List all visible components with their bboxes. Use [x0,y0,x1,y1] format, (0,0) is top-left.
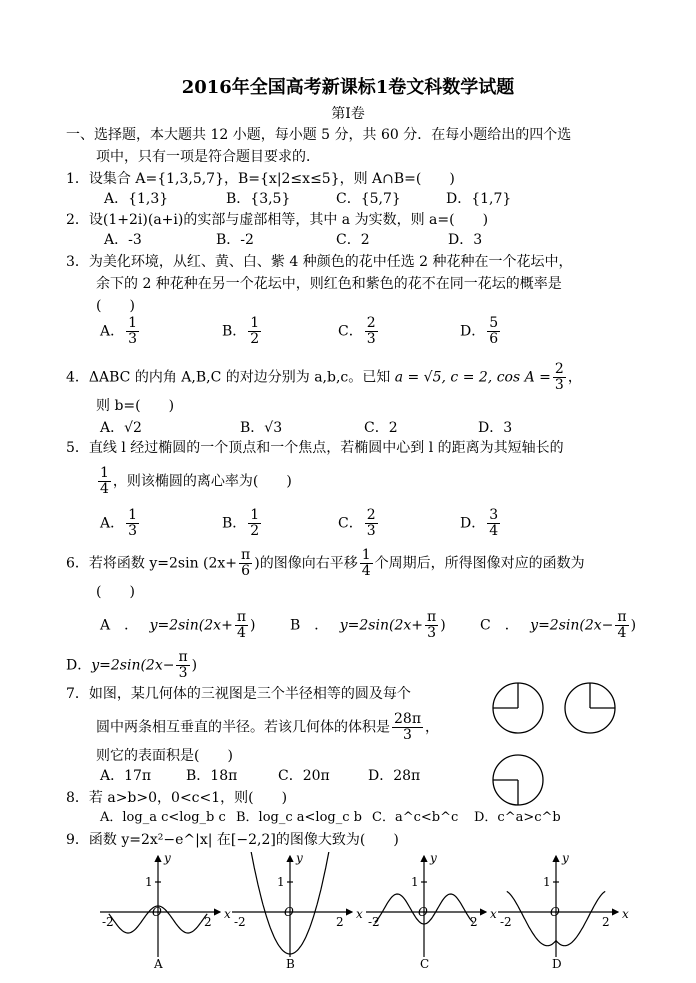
q2-option-d: D．3 [448,232,483,248]
q3-line3: ( ) [96,298,135,314]
pos2-label-1: 2 [336,915,344,929]
q7-line1: 7．如图，某几何体的三视图是三个半径相等的圆及每个 [66,686,411,702]
q6-line2: ( ) [96,584,135,600]
three-view-figure [490,680,620,810]
one-label-3: 1 [543,875,551,889]
q5-option-a: A． $\frac{1}{3}$ [100,507,138,539]
q8-stem: 8．若 a>b>0，0<c<1，则( ) [66,790,288,806]
q7-option-b: B．18π [186,768,238,784]
y-label-2: y [430,852,437,865]
q7-line2: 圆中两条相互垂直的半径。若该几何体的体积是 $\frac{28\pi}{3}$ ， [96,711,440,743]
x-label-0: x [224,907,231,921]
origin-label-2: O [418,905,428,919]
q9-graphs [94,852,634,977]
pos2-label-2: 2 [470,915,478,929]
q1-option-a: A．{1,3} [104,191,169,207]
one-label-1: 1 [277,875,285,889]
q8-option-a: A．log_a c<log_b c [100,810,226,825]
q1-option-b: B．{3,5} [226,191,291,207]
q6-stem: 6．若将函数 y=2sin (2x+ $\frac{\pi}{6}$ )的图像向右平移 $\frac{1}{4}$ 个周期后，所得图像对应的函数为 [66,547,585,579]
q1-stem: 1．设集合 A={1,3,5,7}，B={x|2≤x≤5}，则 A∩B=( ) [66,171,455,187]
q4-option-d: D．3 [478,420,513,436]
y-label-1: y [296,852,303,865]
section-intro-line2: 项中，只有一项是符合题目要求的． [96,149,320,165]
graph-label-2: C [420,957,430,971]
q5-line2: $\frac{1}{4}$ ，则该椭圆的离心率为( ) [100,465,292,497]
q4-stem: 4．ΔABC 的内角 A,B,C 的对边分别为 a,b,c。已知 a = √5, c = 2, cos A = $\frac{2}{3}$ ， [66,361,582,393]
y-label-3: y [562,852,569,865]
x-label-2: x [490,907,497,921]
q8-option-b: B．log_c a<log_c b [236,810,362,825]
q6-option-b: B ． y=2sin(2x+ $\frac{\pi}{3}$ ) [290,609,446,641]
y-label-0: y [164,852,171,865]
q8-option-d: D．c^a>c^b [474,810,561,825]
exam-title: 2016年全国高考新课标1卷文科数学试题 [181,77,515,98]
q2-stem: 2．设(1+2i)(a+i)的实部与虚部相等，其中 a 为实数，则 a=( ) [66,212,489,228]
q2-option-b: B．-2 [216,232,254,248]
volume-label: 第Ⅰ卷 [331,106,365,122]
pos2-label-3: 2 [602,915,610,929]
q7-line3: 则它的表面积是( ) [96,748,233,764]
section-intro-line1: 一、选择题，本大题共 12 小题，每小题 5 分，共 60 分．在每小题给出的四个选 [66,127,572,143]
origin-label-3: O [550,905,560,919]
graph-label-3: D [552,957,562,971]
q9-stem: 9．函数 y=2x²−e^|x| 在[−2,2]的图像大致为( ) [66,832,399,848]
q5-option-d: D． $\frac{3}{4}$ [460,507,499,539]
q3-option-d: D． $\frac{5}{6}$ [460,315,499,347]
neg2-label-3: -2 [500,915,512,929]
q3-option-c: C． $\frac{2}{3}$ [338,315,376,347]
q7-option-a: A．17π [100,768,152,784]
one-label-0: 1 [145,875,153,889]
q5-option-b: B． $\frac{1}{2}$ [222,507,260,539]
q8-option-c: C．a^c<b^c [372,810,459,825]
graph-label-1: B [286,957,295,971]
neg2-label-2: -2 [368,915,380,929]
q7-option-d: D．28π [368,768,421,784]
q6-option-c: C ． y=2sin(2x− $\frac{\pi}{4}$ ) [480,609,637,641]
q6-option-a: A ． y=2sin(2x+ $\frac{\pi}{4}$ ) [100,609,256,641]
q6-option-d: D．y=2sin(2x− $\frac{\pi}{3}$ ) [66,649,198,681]
q3-option-a: A． $\frac{1}{3}$ [100,315,138,347]
q4-option-c: C．2 [364,420,398,436]
q2-option-a: A．-3 [104,232,142,248]
x-label-3: x [622,907,629,921]
q4-option-a: A．√2 [100,420,142,436]
x-label-1: x [356,907,363,921]
q7-option-c: C．20π [278,768,330,784]
graph-label-0: A [154,957,163,971]
q3-line1: 3．为美化环境，从红、黄、白、紫 4 种颜色的花中任选 2 种花种在一个花坛中， [66,254,573,270]
q2-option-c: C．2 [336,232,370,248]
origin-label-1: O [284,905,294,919]
origin-label-0: O [152,905,162,919]
one-label-2: 1 [411,875,419,889]
q4-option-b: B．√3 [240,420,283,436]
q3-option-b: B． $\frac{1}{2}$ [222,315,260,347]
neg2-label-0: -2 [102,915,114,929]
q1-option-d: D．{1,7} [446,191,512,207]
q4-line2: 则 b=( ) [96,398,175,414]
pos2-label-0: 2 [204,915,212,929]
q1-option-c: C．{5,7} [336,191,401,207]
q5-option-c: C． $\frac{2}{3}$ [338,507,376,539]
q5-line1: 5．直线 l 经过椭圆的一个顶点和一个焦点，若椭圆中心到 l 的距离为其短轴长的 [66,440,564,456]
neg2-label-1: -2 [234,915,246,929]
q3-line2: 余下的 2 种花种在另一个花坛中，则红色和紫色的花不在同一花坛的概率是 [96,276,562,292]
